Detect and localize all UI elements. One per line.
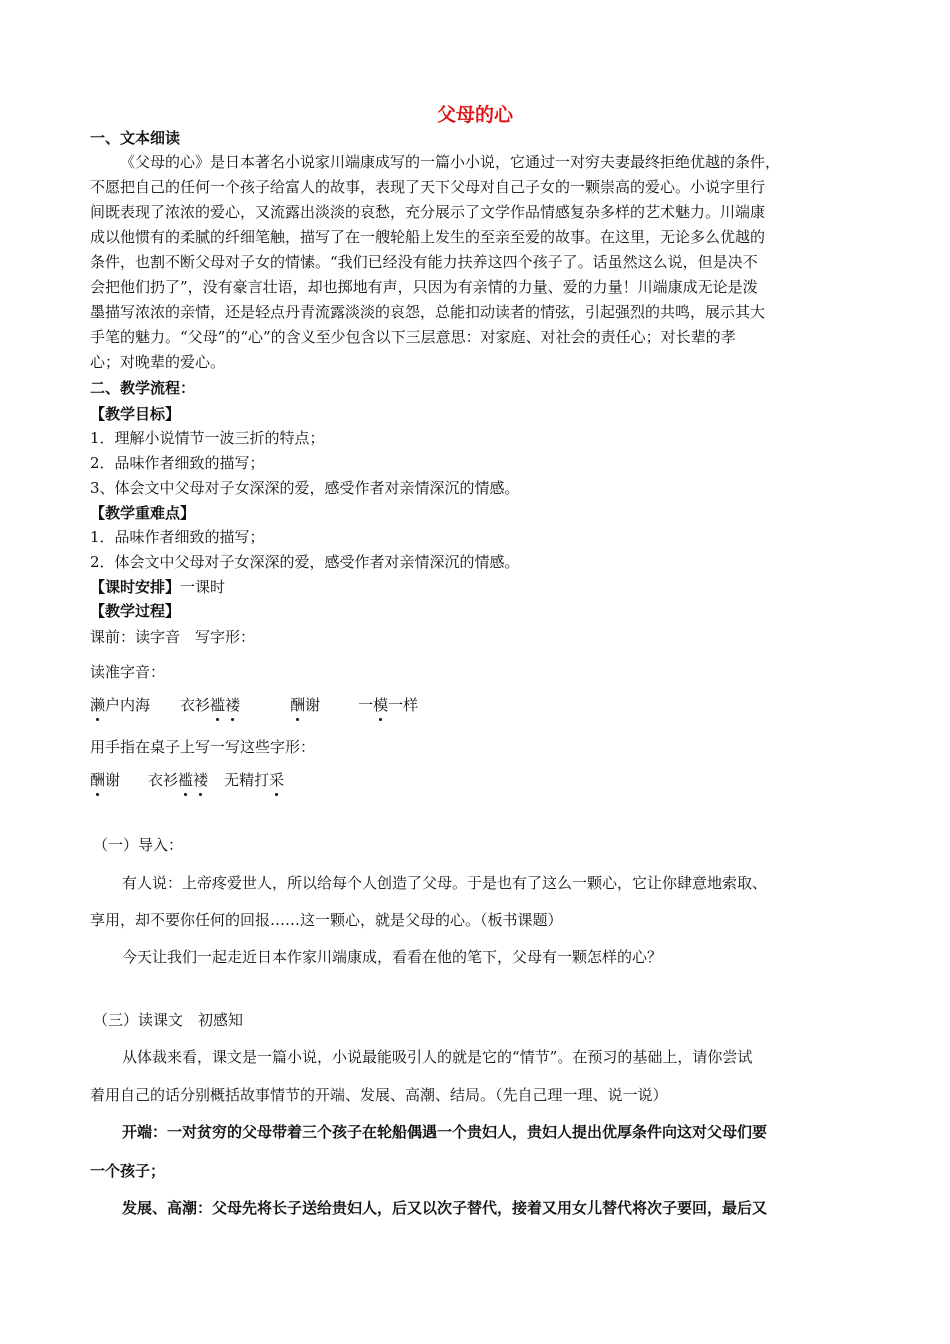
read-pronunciation-label: 读准字音： [90,663,166,681]
write-words [90,770,284,790]
word-text: 谢 [305,696,321,714]
paragraph-line: 不愿把自己的任何一个孩子给富人的故事，表现了天下父母对自己子女的一颗崇高的爱心。小说字里行 [90,178,766,196]
dotted-char: 酬 [90,771,106,789]
paragraph-line: 成以他惯有的柔腻的纤细笔触，描写了在一艘轮船上发生的至亲至爱的故事。在这里，无论多么优越的 [90,228,766,246]
intro-line: 有人说：上帝疼爱世人，所以给每个人创造了父母。于是也有了这么一颗心，它让你肆意地索取、 [122,874,768,892]
paragraph-line: 条件，也割不断父母对子女的情愫。“我们已经没有能力扶养这四个孩子了。话虽然这么说，但是决不 [90,253,758,271]
dotted-char: 模 [373,696,389,714]
process-heading: 【教学过程】 [90,602,181,620]
dotted-char: 褛 [225,696,241,714]
paragraph-line: 手笔的魅力。“父母”的“心”的含义至少包含以下三层意思：对家庭、对社会的责任心；对长辈的孝 [90,328,736,346]
pronunciation-words [90,695,418,715]
paragraph-line: 墨描写浓浓的亲情，还是轻点丹青流露淡淡的哀怨，总能扣动读者的情弦，引起强烈的共鸣，展示其大 [90,303,766,321]
schedule-value: 一课时 [180,578,226,596]
read-text-line: 从体裁来看，课文是一篇小说，小说最能吸引人的就是它的“情节”。在预习的基础上，请你尝试 [122,1048,753,1066]
section-heading-teaching-flow: 二、教学流程： [90,379,196,397]
word-text: 谢 [105,771,121,789]
goal-item: 3、体会文中父母对子女深深的爱，感受作者对亲情深沉的情感。 [90,479,520,497]
paragraph-line: 心；对晚辈的爱心。 [90,353,226,371]
key-point-item: 2．体会文中父母对子女深深的爱，感受作者对亲情深沉的情感。 [90,553,520,571]
paragraph-line: 间既表现了浓浓的爱心，又流露出淡淡的哀愁，充分展示了文学作品情感复杂多样的艺术魅力。川端康 [90,203,766,221]
paragraph-line: 会把他们扔了”，没有豪言壮语，却也掷地有声，只因为有亲情的力量、爱的力量！川端康成无论是泼 [90,278,758,296]
word-text: 一样 [388,696,419,714]
word-text: 户内海 [105,696,151,714]
pre-class-line: 课前：读字音 写字形： [90,628,256,646]
plot-line: 开端：一对贫穷的父母带着三个孩子在轮船偶遇一个贵妇人，贵妇人提出优厚条件向这对父母们要 [122,1123,768,1141]
dotted-char: 褛 [193,771,209,789]
read-text-line: 着用自己的话分别概括故事情节的开端、发展、高潮、结局。（先自己理一理、说一说） [90,1086,668,1104]
dotted-char: 褴 [178,771,194,789]
key-points-heading: 【教学重难点】 [90,504,196,522]
goal-item: 1．理解小说情节一波三折的特点； [90,429,325,447]
intro-heading: （一）导入： [93,836,184,854]
paragraph-line: 《父母的心》是日本著名小说家川端康成写的一篇小小说，它通过一对穷夫妻最终拒绝优越的条件， [120,153,781,171]
page-title: 父母的心 [436,104,513,126]
write-label: 用手指在桌子上写一写这些字形： [90,738,316,756]
schedule-line [90,577,225,597]
goals-heading: 【教学目标】 [90,405,181,423]
intro-line: 享用，却不要你任何的回报……这一颗心，就是父母的心。（板书课题） [90,911,563,929]
plot-line: 一个孩子； [90,1162,166,1180]
word-text: 衣衫 [148,771,179,789]
plot-line: 发展、高潮：父母先将长子送给贵妇人，后又以次子替代，接着又用女儿替代将次子要回，最后又 [122,1199,768,1217]
schedule-heading: 【课时安排】 [90,578,181,596]
dotted-char: 濑 [90,696,106,714]
intro-line: 今天让我们一起走近日本作家川端康成，看看在他的笔下，父母有一颗怎样的心？ [122,948,663,966]
section-heading-text-reading: 一、文本细读 [90,129,181,147]
word-text: 衣衫 [180,696,211,714]
word-text: 一 [358,696,374,714]
dotted-char: 采 [269,771,285,789]
dotted-char: 褴 [210,696,226,714]
key-point-item: 1．品味作者细致的描写； [90,528,265,546]
dotted-char: 酬 [290,696,306,714]
read-text-heading: （三）读课文 初感知 [93,1011,244,1029]
word-text: 无精打 [224,771,270,789]
goal-item: 2．品味作者细致的描写； [90,454,265,472]
